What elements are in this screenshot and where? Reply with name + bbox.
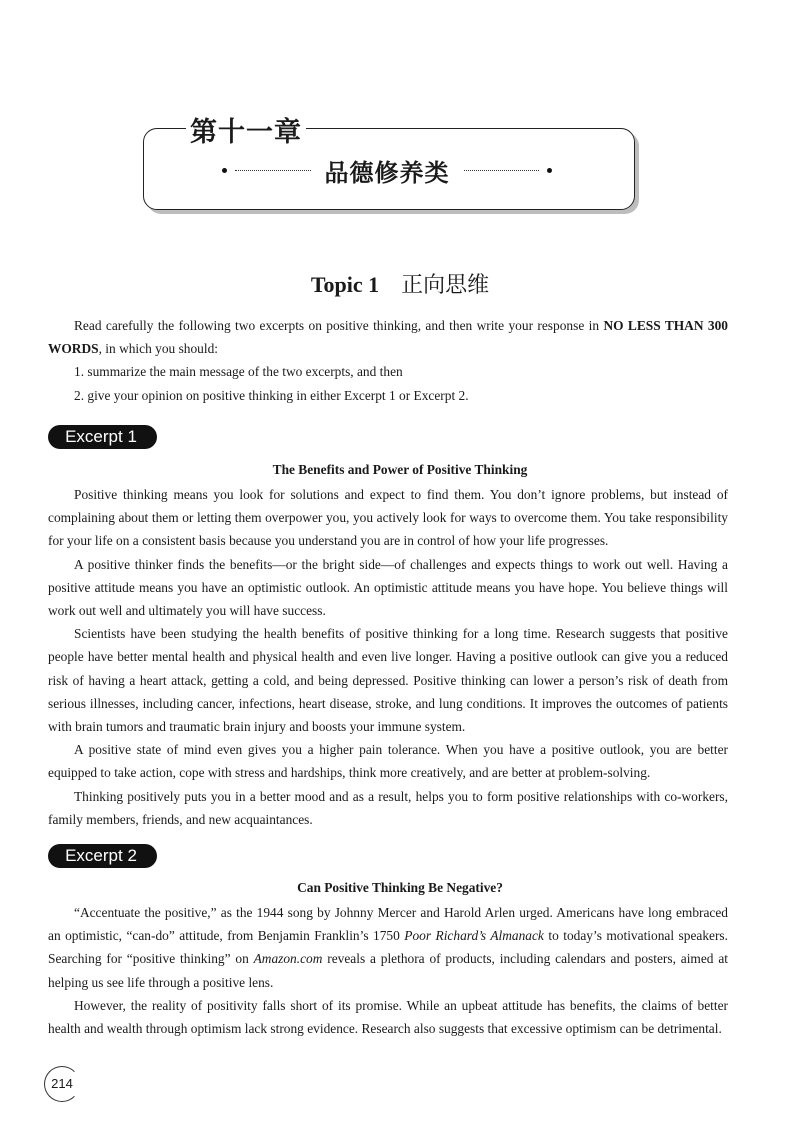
paragraph: Positive thinking means you look for solutions and expect to find them. You don’t ignore problems, but instead of complaining about them or letting them overpower you, you actively look for ways to overcome them. You take responsibility for your life on a consistent basis because you understand you are in control of how your life progresses. bbox=[48, 487, 728, 549]
paragraph bbox=[48, 901, 728, 994]
excerpt-1-body bbox=[48, 483, 728, 831]
paragraph: Thinking positively puts you in a better mood and as a result, helps you to form positive relationships with co-workers, family members, friends, and new acquaintances. bbox=[48, 788, 728, 827]
instructions-intro bbox=[48, 314, 728, 360]
paragraph-text: “Accentuate the positive,” as the 1944 song by Johnny Mercer and Harold Arlen urged. Americans have long embraced an optimistic, “can-do” attitude, from Benjamin Franklin’s 1750 bbox=[48, 905, 728, 944]
topic-title-cn: 正向思维 bbox=[401, 273, 490, 298]
paragraph: However, the reality of positivity falls short of its promise. While an upbeat attitude has benefits, the claims of better health and wealth through optimism lack strong evidence. Research also suggests that excessive optimism can be detrimental. bbox=[48, 997, 728, 1037]
dotted-rule bbox=[235, 170, 311, 171]
instructions bbox=[48, 314, 728, 407]
instruction-item: 1. summarize the main message of the two excerpts, and then bbox=[74, 364, 403, 380]
page-number: 214 bbox=[44, 1066, 80, 1102]
bullet-dot-icon bbox=[222, 168, 227, 173]
chapter-subtitle-row bbox=[222, 152, 552, 188]
paragraph: A positive thinker finds the benefits—or the bright side—of challenges and expects things to work out well. Having a positive attitude means you have an optimistic outlook. An optimistic attitude means you have hope. You believe things will work out well and ultimately you will have success. bbox=[48, 556, 728, 619]
paragraph-text: reveals a plethora of products, including calendars and posters, aimed at helping us see life through a positive lens. bbox=[48, 951, 728, 990]
topic-label: Topic 1 bbox=[310, 272, 380, 297]
intro-bold-text: NO LESS THAN bbox=[603, 318, 704, 333]
paragraph: Scientists have been studying the health benefits of positive thinking for a long time. Research suggests that positive people have better mental health and physical health and even live longer. Having a positive outlook can give you a reduced risk of having a heart attack, getting a cold, and being depressed. Positive thinking can lower a person’s risk of death from serious illnesses, including cancer, infections, heart disease, stroke, and lung conditions. It improves the outcomes of patients with brain tumors and traumatic brain injury and boosts your immune system. bbox=[48, 626, 728, 735]
intro-text: Read carefully the following two excerpts on positive thinking, and then write your response in bbox=[74, 318, 600, 333]
chapter-subtitle: 品德修养类 bbox=[324, 158, 450, 187]
excerpt-2-tag: Excerpt 2 bbox=[48, 844, 154, 868]
intro-text: , in which you should: bbox=[98, 341, 219, 357]
paragraph: A positive state of mind even gives you a higher pain tolerance. When you have a positive outlook, you are better equipped to take action, cope with stress and hardships, think more creatively, and are better at problem-solving. bbox=[48, 742, 728, 781]
topic-title bbox=[0, 268, 800, 299]
excerpt-1-title: The Benefits and Power of Positive Thinking bbox=[272, 462, 528, 477]
instruction-item: 2. give your opinion on positive thinking in either Excerpt 1 or Excerpt 2. bbox=[74, 387, 469, 403]
excerpt-2-title: Can Positive Thinking Be Negative? bbox=[297, 880, 503, 895]
bullet-dot-icon bbox=[547, 168, 552, 173]
book-title: Poor Richard’s Almanack bbox=[404, 928, 544, 944]
website-name: Amazon.com bbox=[253, 951, 323, 967]
dotted-rule bbox=[464, 170, 540, 171]
excerpt-2-body bbox=[48, 901, 728, 1040]
paragraph-text: to today’s motivational speakers. Searching for “positive thinking” on bbox=[48, 928, 728, 967]
intro-bold-text: 300 WORDS bbox=[48, 318, 728, 357]
chapter-number: 第十一章 bbox=[186, 110, 306, 149]
excerpt-1-tag: Excerpt 1 bbox=[48, 425, 154, 449]
